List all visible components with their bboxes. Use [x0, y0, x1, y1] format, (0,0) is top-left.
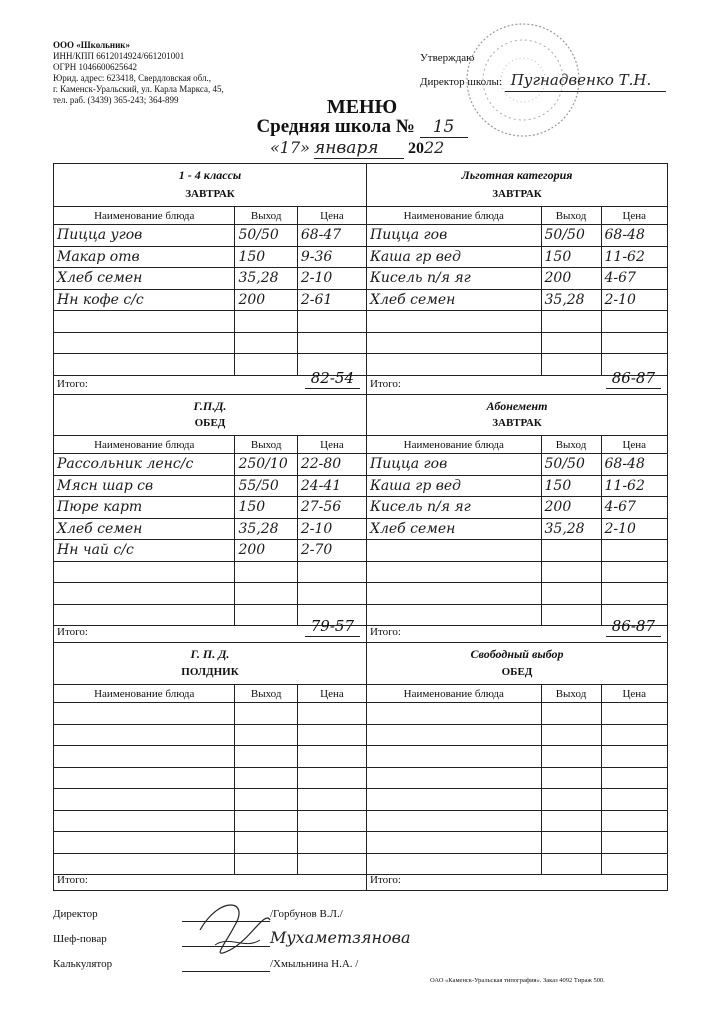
- output-cell: 35,28: [235, 268, 297, 290]
- table-row: [367, 246, 667, 268]
- dish-name-cell: Пюре карт: [54, 497, 235, 519]
- price-cell: 4-67: [601, 497, 667, 519]
- price-cell: [297, 583, 366, 605]
- meal-title: ЗАВТРАК: [492, 417, 542, 429]
- table-row: [367, 810, 667, 832]
- page-title: МЕНЮ: [326, 96, 398, 118]
- output-cell: [541, 767, 601, 789]
- director-approval: [420, 69, 666, 93]
- date-day: «17»: [270, 138, 310, 157]
- table-row: [54, 583, 366, 605]
- price-cell: 2-10: [297, 268, 366, 290]
- price-cell: 22-80: [297, 454, 366, 476]
- price-cell: 24-41: [297, 475, 366, 497]
- school-label: Средняя школа №: [256, 116, 415, 137]
- dish-name-cell: Пицца гов: [367, 454, 541, 476]
- org-address-2: г. Каменск-Уральский, ул. Карла Маркса, 45,: [53, 84, 224, 94]
- output-cell: 200: [235, 540, 297, 562]
- output-cell: [541, 332, 601, 354]
- column-header-output: Выход: [541, 685, 601, 703]
- price-cell: 2-70: [297, 540, 366, 562]
- output-cell: [235, 561, 297, 583]
- output-cell: [235, 354, 297, 376]
- price-cell: [297, 746, 366, 768]
- org-phone: тел. раб. (3439) 365-243; 364-899: [53, 95, 179, 105]
- column-header-name: Наименование блюда: [367, 436, 541, 454]
- signature-director-label: Директор: [53, 908, 98, 920]
- director-school-label: Директор школы:: [420, 76, 502, 88]
- column-header-name: Наименование блюда: [54, 685, 235, 703]
- output-cell: [235, 332, 297, 354]
- total-row: [54, 369, 366, 394]
- output-cell: [235, 724, 297, 746]
- total-label: Итого:: [370, 874, 401, 886]
- column-header-output: Выход: [235, 685, 297, 703]
- total-label: Итого:: [370, 378, 401, 390]
- column-header-output: Выход: [541, 436, 601, 454]
- dish-name-cell: [54, 354, 235, 376]
- meal-title: ОБЕД: [501, 666, 533, 678]
- table-row: [54, 289, 366, 311]
- output-cell: 250/10: [235, 454, 297, 476]
- price-cell: [601, 703, 667, 725]
- dish-name-cell: [367, 810, 541, 832]
- price-cell: 2-61: [297, 289, 366, 311]
- table-row: [54, 540, 366, 562]
- table-row: [54, 810, 366, 832]
- total-label: Итого:: [57, 626, 88, 638]
- column-header-price: Цена: [601, 207, 667, 225]
- price-cell: 2-10: [601, 518, 667, 540]
- menu-grid: [53, 163, 668, 891]
- price-cell: [601, 332, 667, 354]
- table-row: [54, 724, 366, 746]
- total-value: 79-57: [305, 616, 360, 637]
- table-row: [54, 703, 366, 725]
- price-cell: [297, 810, 366, 832]
- output-cell: 50/50: [541, 225, 601, 247]
- price-cell: 4-67: [601, 268, 667, 290]
- column-header-price: Цена: [297, 207, 366, 225]
- meal-title: ЗАВТРАК: [492, 188, 542, 200]
- column-header-output: Выход: [235, 207, 297, 225]
- column-header-output: Выход: [235, 436, 297, 454]
- output-cell: [235, 583, 297, 605]
- column-header-price: Цена: [297, 685, 366, 703]
- section-privileged: [367, 164, 667, 395]
- table-row: [367, 475, 667, 497]
- dish-name-cell: [54, 561, 235, 583]
- price-cell: [297, 789, 366, 811]
- total-row: [367, 870, 667, 890]
- output-cell: 200: [541, 497, 601, 519]
- table-row: [54, 518, 366, 540]
- price-cell: [601, 746, 667, 768]
- table-row: [367, 497, 667, 519]
- total-value: 86-87: [606, 616, 661, 637]
- dish-name-cell: [54, 311, 235, 333]
- output-cell: 55/50: [235, 475, 297, 497]
- total-label: Итого:: [370, 626, 401, 638]
- dish-name-cell: [54, 332, 235, 354]
- price-cell: [601, 561, 667, 583]
- output-cell: [235, 311, 297, 333]
- org-inn: ИНН/КПП 6612014924/661201001: [53, 51, 185, 61]
- price-cell: [297, 332, 366, 354]
- dish-name-cell: [367, 540, 541, 562]
- date-month: января: [314, 138, 404, 159]
- table-row: [367, 332, 667, 354]
- table-header: [54, 685, 366, 703]
- output-cell: [541, 561, 601, 583]
- table-row: [367, 703, 667, 725]
- date-year: 22: [423, 138, 445, 157]
- table-row: [367, 311, 667, 333]
- column-header-output: Выход: [541, 207, 601, 225]
- column-header-name: Наименование блюда: [367, 207, 541, 225]
- table-row: [54, 246, 366, 268]
- output-cell: 150: [541, 246, 601, 268]
- price-cell: [601, 311, 667, 333]
- dish-name-cell: Кисель п/я яг: [367, 497, 541, 519]
- dish-name-cell: [367, 583, 541, 605]
- price-cell: [297, 832, 366, 854]
- total-value: 82-54: [305, 368, 360, 389]
- table-header: [54, 436, 366, 454]
- dish-name-cell: Пицца угов: [54, 225, 235, 247]
- signature-calc-name: /Хмыльнина Н.А. /: [270, 958, 359, 970]
- menu-table: [54, 435, 366, 626]
- table-row: [367, 540, 667, 562]
- column-header-price: Цена: [297, 436, 366, 454]
- table-row: [54, 475, 366, 497]
- section-free-choice: [367, 643, 667, 890]
- table-row: [367, 561, 667, 583]
- price-cell: 2-10: [601, 289, 667, 311]
- dish-name-cell: [367, 561, 541, 583]
- school-number: 15: [420, 117, 468, 138]
- price-cell: 68-48: [601, 225, 667, 247]
- table-row: [367, 789, 667, 811]
- table-row: [54, 497, 366, 519]
- output-cell: [541, 724, 601, 746]
- signature-chef-name: Мухаметзянова: [270, 928, 411, 947]
- dish-name-cell: [54, 724, 235, 746]
- dish-name-cell: Каша гр вед: [367, 246, 541, 268]
- output-cell: [541, 354, 601, 376]
- table-row: [367, 225, 667, 247]
- dish-name-cell: [367, 832, 541, 854]
- table-row: [54, 332, 366, 354]
- total-value: 86-87: [606, 368, 661, 389]
- total-row: [54, 617, 366, 642]
- output-cell: [235, 746, 297, 768]
- school-line: [0, 116, 724, 138]
- dish-name-cell: Нн чай с/с: [54, 540, 235, 562]
- total-row: [54, 870, 366, 890]
- dish-name-cell: [367, 724, 541, 746]
- menu-date: [270, 138, 444, 159]
- price-cell: [601, 540, 667, 562]
- table-row: [54, 789, 366, 811]
- table-header: [367, 685, 667, 703]
- signature-line: [182, 970, 270, 972]
- menu-table: [54, 206, 366, 376]
- price-cell: [601, 767, 667, 789]
- output-cell: [541, 703, 601, 725]
- signature-chef-label: Шеф-повар: [53, 933, 107, 945]
- price-cell: 68-47: [297, 225, 366, 247]
- org-name: ООО «Школьник»: [53, 40, 130, 50]
- column-header-name: Наименование блюда: [54, 207, 235, 225]
- dish-name-cell: Макар отв: [54, 246, 235, 268]
- table-row: [54, 832, 366, 854]
- output-cell: [541, 746, 601, 768]
- dish-name-cell: Хлеб семен: [54, 518, 235, 540]
- dish-name-cell: Хлеб семен: [54, 268, 235, 290]
- output-cell: [235, 789, 297, 811]
- price-cell: 68-48: [601, 454, 667, 476]
- table-row: [367, 746, 667, 768]
- menu-table: [54, 684, 366, 875]
- price-cell: [601, 789, 667, 811]
- price-cell: [297, 767, 366, 789]
- director-signature-scribble: [190, 890, 280, 970]
- output-cell: [541, 540, 601, 562]
- column-header-name: Наименование блюда: [54, 436, 235, 454]
- output-cell: 150: [235, 246, 297, 268]
- dish-name-cell: Пицца гов: [367, 225, 541, 247]
- meal-title: ОБЕД: [194, 417, 226, 429]
- output-cell: 50/50: [235, 225, 297, 247]
- output-cell: [541, 583, 601, 605]
- section-gpd-snack: [54, 643, 366, 890]
- menu-table: [367, 684, 667, 875]
- table-row: [367, 583, 667, 605]
- price-cell: [297, 703, 366, 725]
- dish-name-cell: Рассольник ленс/с: [54, 454, 235, 476]
- total-label: Итого:: [57, 874, 88, 886]
- approval-block: [420, 47, 666, 93]
- table-row: [367, 454, 667, 476]
- section-1-4-grades: [54, 164, 366, 395]
- table-row: [54, 454, 366, 476]
- signature-calc-label: Калькулятор: [53, 958, 113, 970]
- table-row: [54, 767, 366, 789]
- price-cell: 27-56: [297, 497, 366, 519]
- column-header-price: Цена: [601, 685, 667, 703]
- output-cell: 200: [235, 289, 297, 311]
- table-row: [54, 268, 366, 290]
- price-cell: 9-36: [297, 246, 366, 268]
- date-year-prefix: 20: [407, 140, 424, 157]
- section-title: 1 - 4 классы: [178, 168, 242, 182]
- dish-name-cell: [367, 332, 541, 354]
- output-cell: [235, 767, 297, 789]
- section-title: Г.П.Д.: [193, 399, 227, 413]
- price-cell: 11-62: [601, 246, 667, 268]
- section-title: Свободный выбор: [470, 647, 564, 661]
- meal-title: ЗАВТРАК: [185, 188, 235, 200]
- dish-name-cell: Хлеб семен: [367, 289, 541, 311]
- table-row: [367, 832, 667, 854]
- output-cell: [541, 832, 601, 854]
- dish-name-cell: [367, 311, 541, 333]
- table-header: [54, 207, 366, 225]
- table-row: [367, 289, 667, 311]
- dish-name-cell: Хлеб семен: [367, 518, 541, 540]
- signature-director-name: /Горбунов В.Л./: [270, 908, 343, 920]
- output-cell: [235, 703, 297, 725]
- dish-name-cell: Каша гр вед: [367, 475, 541, 497]
- dish-name-cell: [367, 789, 541, 811]
- dish-name-cell: [54, 832, 235, 854]
- dish-name-cell: [367, 354, 541, 376]
- section-subscription: [367, 395, 667, 642]
- price-cell: [601, 724, 667, 746]
- price-cell: [601, 832, 667, 854]
- table-row: [54, 311, 366, 333]
- table-row: [54, 561, 366, 583]
- dish-name-cell: Мясн шар св: [54, 475, 235, 497]
- printer-info: ОАО «Каменск-Уральская типография». Заказ 4092 Тираж 500.: [430, 977, 605, 984]
- price-cell: [601, 810, 667, 832]
- output-cell: 200: [541, 268, 601, 290]
- dish-name-cell: Кисель п/я яг: [367, 268, 541, 290]
- table-row: [54, 746, 366, 768]
- output-cell: [541, 810, 601, 832]
- dish-name-cell: [54, 789, 235, 811]
- price-cell: 11-62: [601, 475, 667, 497]
- table-header: [367, 436, 667, 454]
- menu-table: [367, 206, 667, 376]
- column-header-price: Цена: [601, 436, 667, 454]
- section-title: Г. П. Д.: [190, 647, 230, 661]
- dish-name-cell: [54, 810, 235, 832]
- meal-title: ПОЛДНИК: [181, 666, 239, 678]
- table-row: [367, 767, 667, 789]
- total-row: [367, 617, 667, 642]
- column-header-name: Наименование блюда: [367, 685, 541, 703]
- table-header: [367, 207, 667, 225]
- table-row: [367, 518, 667, 540]
- menu-table: [367, 435, 667, 626]
- output-cell: [541, 789, 601, 811]
- section-title: Абонемент: [486, 399, 548, 413]
- director-school-signature: Пугнадвенко Т.Н.: [505, 69, 666, 92]
- price-cell: [297, 561, 366, 583]
- output-cell: 35,28: [541, 289, 601, 311]
- output-cell: 35,28: [541, 518, 601, 540]
- dish-name-cell: [54, 746, 235, 768]
- section-title: Льготная категория: [461, 168, 573, 182]
- total-row: [367, 369, 667, 394]
- org-address-1: Юрид. адрес: 623418, Свердловская обл.,: [53, 73, 211, 83]
- dish-name-cell: [54, 583, 235, 605]
- price-cell: 2-10: [297, 518, 366, 540]
- dish-name-cell: [367, 746, 541, 768]
- dish-name-cell: [54, 703, 235, 725]
- output-cell: 50/50: [541, 454, 601, 476]
- output-cell: 35,28: [235, 518, 297, 540]
- output-cell: [235, 832, 297, 854]
- approve-label: Утверждаю: [420, 52, 475, 64]
- price-cell: [297, 311, 366, 333]
- org-ogrn: ОГРН 1046600625642: [53, 62, 137, 72]
- price-cell: [297, 724, 366, 746]
- section-gpd-lunch: [54, 395, 366, 642]
- output-cell: 150: [541, 475, 601, 497]
- table-row: [54, 225, 366, 247]
- table-row: [367, 724, 667, 746]
- dish-name-cell: Нн кофе с/с: [54, 289, 235, 311]
- output-cell: [541, 311, 601, 333]
- dish-name-cell: [54, 767, 235, 789]
- dish-name-cell: [367, 703, 541, 725]
- output-cell: [235, 810, 297, 832]
- price-cell: [601, 583, 667, 605]
- output-cell: 150: [235, 497, 297, 519]
- dish-name-cell: [367, 767, 541, 789]
- total-label: Итого:: [57, 378, 88, 390]
- table-row: [367, 268, 667, 290]
